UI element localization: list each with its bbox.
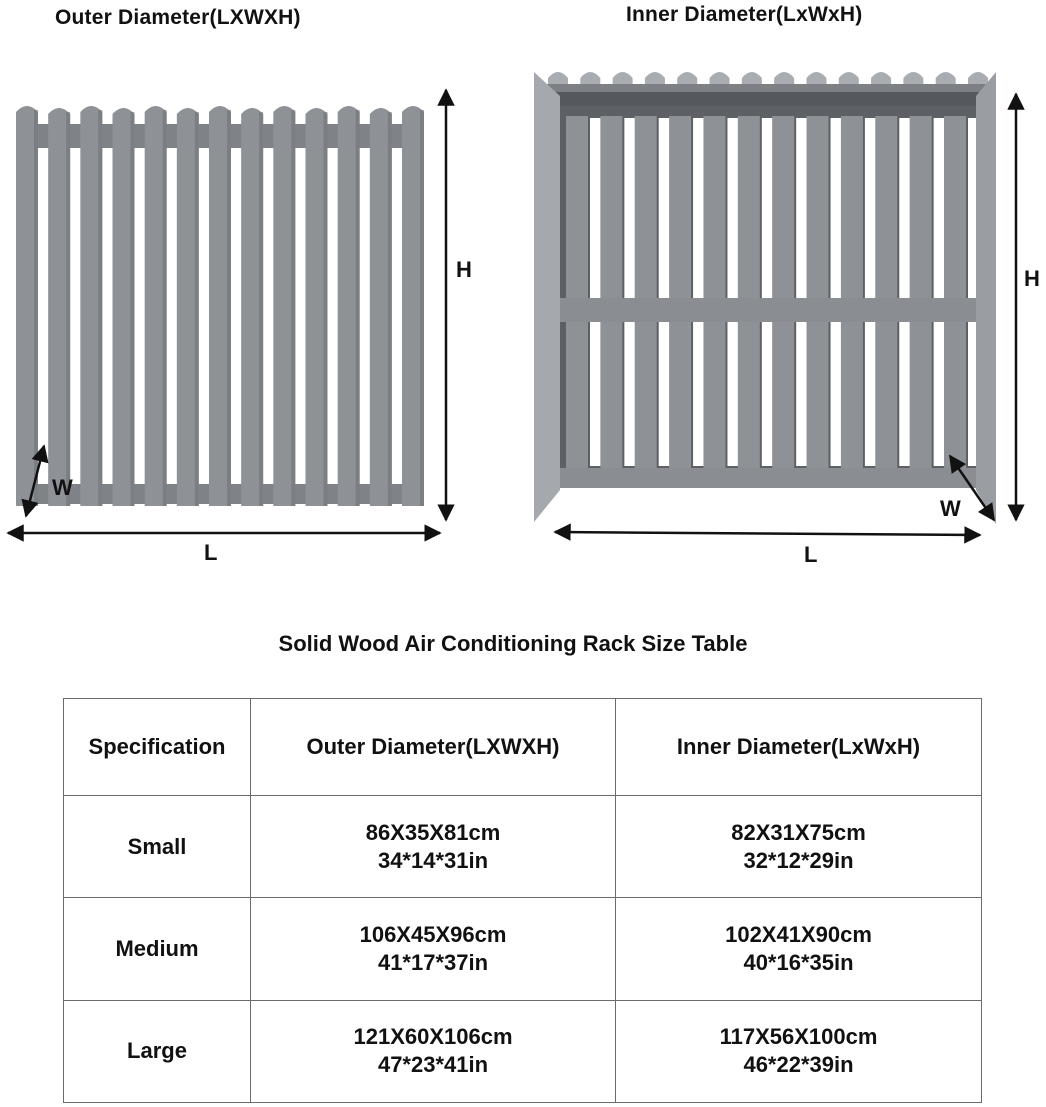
header-specification: Specification bbox=[64, 699, 251, 796]
inner-size-cell bbox=[616, 1000, 982, 1102]
outer-picket-edge bbox=[34, 110, 38, 506]
spec-cell: Small bbox=[64, 796, 251, 898]
outer-size-in: 47*23*41in bbox=[377, 1052, 489, 1078]
inner-size-in: 46*22*39in bbox=[743, 1052, 854, 1078]
outer-picket-edge bbox=[259, 112, 263, 506]
outer-size-cell bbox=[251, 1000, 616, 1102]
table-header-row bbox=[64, 699, 982, 796]
table-title: Solid Wood Air Conditioning Rack Size Table bbox=[278, 631, 748, 656]
inner-back-slat bbox=[944, 116, 966, 468]
outer-rack-illustration bbox=[16, 106, 424, 506]
table-row bbox=[64, 796, 982, 898]
inner-size-cm: 82X31X75cm bbox=[731, 819, 866, 845]
inner-slat-gap bbox=[899, 118, 910, 466]
inner-back-slat bbox=[566, 116, 588, 468]
outer-picket-edge bbox=[131, 112, 135, 506]
inner-back-slat bbox=[703, 116, 725, 468]
inner-length-label: L bbox=[804, 542, 818, 567]
inner-slat-gap bbox=[762, 118, 773, 466]
outer-picket-edge bbox=[324, 112, 328, 506]
inner-back-slat bbox=[600, 116, 622, 468]
inner-back-slat bbox=[738, 116, 760, 468]
inner-slat-gap bbox=[624, 118, 635, 466]
outer-size-cm: 121X60X106cm bbox=[353, 1024, 513, 1050]
inner-slat-gap bbox=[727, 118, 738, 466]
inner-floor bbox=[534, 490, 996, 524]
inner-width-label: W bbox=[940, 496, 961, 521]
inner-left-side-panel bbox=[534, 72, 560, 522]
inner-slat-gap bbox=[693, 118, 704, 466]
table-row bbox=[64, 898, 982, 1000]
inner-length-arrow bbox=[555, 532, 980, 535]
outer-pickets-front bbox=[16, 106, 424, 506]
outer-picket-edge bbox=[291, 110, 295, 506]
inner-slat-gap bbox=[796, 118, 807, 466]
inner-slat-gap bbox=[659, 118, 670, 466]
inner-back-slat bbox=[910, 116, 932, 468]
inner-diagram-title: Inner Diameter(LxWxH) bbox=[626, 3, 863, 26]
inner-back-slat bbox=[669, 116, 691, 468]
inner-size-cm: 102X41X90cm bbox=[725, 921, 872, 947]
outer-picket-edge bbox=[195, 112, 199, 506]
inner-rack-illustration bbox=[534, 72, 996, 524]
inner-back-slat bbox=[807, 116, 829, 468]
inner-middle-rail bbox=[542, 298, 990, 322]
outer-picket-edge bbox=[420, 110, 424, 506]
outer-size-cm: 86X35X81cm bbox=[365, 819, 501, 845]
inner-back-slat bbox=[635, 116, 657, 468]
outer-diagram-title: Outer Diameter(LXWXH) bbox=[55, 6, 301, 29]
header-outer-diameter: Outer Diameter(LXWXH) bbox=[251, 699, 616, 796]
outer-size-cell bbox=[251, 796, 616, 898]
inner-slat-gap bbox=[934, 118, 945, 466]
outer-size-in: 41*17*37in bbox=[377, 949, 489, 975]
inner-size-in: 40*16*35in bbox=[743, 949, 854, 975]
inner-slat-gap bbox=[831, 118, 842, 466]
outer-size-cm: 106X45X96cm bbox=[359, 921, 507, 947]
outer-picket-edge bbox=[163, 110, 167, 506]
table-row bbox=[64, 1000, 982, 1102]
outer-length-label: L bbox=[204, 540, 218, 565]
header-inner-diameter: Inner Diameter(LxWxH) bbox=[616, 699, 982, 796]
size-table bbox=[63, 698, 982, 1103]
spec-cell: Medium bbox=[64, 898, 251, 1000]
outer-picket-edge bbox=[66, 112, 70, 506]
outer-picket-edge bbox=[388, 112, 392, 506]
inner-right-side-panel bbox=[976, 72, 996, 524]
inner-back-slat bbox=[772, 116, 794, 468]
inner-size-cm: 117X56X100cm bbox=[719, 1024, 878, 1050]
inner-back-slats bbox=[566, 116, 979, 468]
outer-picket-edge bbox=[98, 110, 102, 506]
inner-bottom-rail bbox=[556, 468, 976, 488]
inner-top-shadow bbox=[548, 92, 984, 106]
inner-back-slat bbox=[841, 116, 863, 468]
outer-height-label: H bbox=[456, 257, 472, 282]
outer-picket-edge bbox=[227, 110, 231, 506]
outer-size-cell bbox=[251, 898, 616, 1000]
inner-slat-gap bbox=[590, 118, 601, 466]
inner-back-slat bbox=[875, 116, 897, 468]
inner-size-cell bbox=[616, 796, 982, 898]
inner-size-in: 32*12*29in bbox=[743, 847, 854, 873]
spec-cell: Large bbox=[64, 1000, 251, 1102]
outer-picket-edge bbox=[356, 110, 360, 506]
inner-slat-gap bbox=[865, 118, 876, 466]
inner-size-cell bbox=[616, 898, 982, 1000]
outer-size-in: 34*14*31in bbox=[377, 847, 489, 873]
outer-width-label: W bbox=[52, 475, 73, 500]
inner-height-label: H bbox=[1024, 266, 1040, 291]
